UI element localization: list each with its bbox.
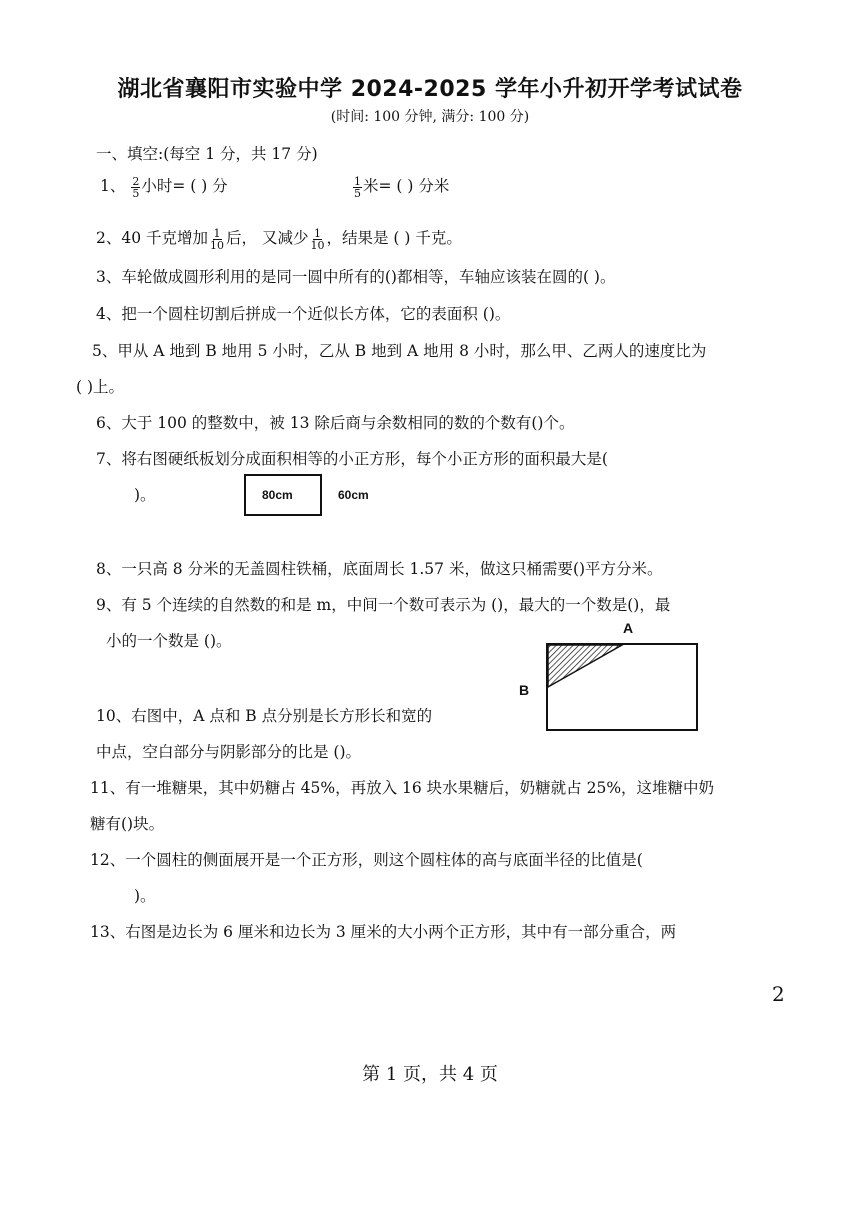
question-11-cont: 糖有()块。 — [90, 815, 165, 833]
fraction: $\frac{2}{5}$ — [132, 174, 140, 200]
fraction: $\frac{1}{10}$ — [210, 226, 225, 252]
question-10-cont: 中点，空白部分与阴影部分的比是 ()。 — [96, 743, 362, 761]
question-4: 4、把一个圆柱切割后拼成一个近似长方体，它的表面积 ()。 — [96, 305, 511, 323]
page-footer: 第 1 页，共 4 页 — [362, 1064, 498, 1085]
question-1 — [100, 174, 228, 199]
question-13: 13、右图是边长为 6 厘米和边长为 3 厘米的大小两个正方形，其中有一部分重合，两 — [90, 923, 677, 941]
question-text: 小时= ( ) 分 — [141, 177, 228, 195]
question-7: 7、将右图硬纸板划分成面积相等的小正方形，每个小正方形的面积最大是( — [96, 450, 608, 468]
question-12-cont: )。 — [134, 887, 156, 905]
section-heading: 一、填空:(每空 1 分，共 17 分) — [96, 145, 318, 163]
question-5: 5、甲从 A 地到 B 地用 5 小时，乙从 B 地到 A 地用 8 小时，那么甲、乙两人的速度比为 — [92, 342, 707, 360]
rect-width-label: 60cm — [338, 488, 369, 502]
question-6: 6、大于 100 的整数中，被 13 除后商与余数相同的数的个数有()个。 — [96, 414, 575, 432]
question-3: 3、车轮做成圆形利用的是同一圆中所有的()都相等，车轴应该装在圆的( )。 — [96, 268, 616, 286]
page-number: 2 — [772, 982, 785, 1006]
question-9: 9、有 5 个连续的自然数的和是 m，中间一个数可表示为 ()，最大的一个数是()，最 — [96, 596, 671, 614]
question-9-cont: 小的一个数是 ()。 — [106, 632, 232, 650]
question-2: 2、40 千克增加 $\frac{1}{10}$ 后， 又减少 $\frac{1}{10}$ ，结果是 ( ) 千克。 — [96, 226, 462, 252]
question-5-cont: ( )上。 — [76, 378, 125, 396]
question-text: 米= ( ) 分米 — [363, 177, 450, 195]
question-10: 10、右图中，A 点和 B 点分别是长方形长和宽的 — [96, 707, 433, 725]
fraction: $\frac{1}{10}$ — [310, 226, 325, 252]
fraction: $\frac{1}{5}$ — [354, 174, 361, 200]
exam-subtitle: (时间: 100 分钟, 满分: 100 分) — [330, 109, 530, 125]
question-number: 1、 — [100, 177, 126, 195]
question-7-cont: )。 — [134, 486, 156, 504]
question-11: 11、有一堆糖果，其中奶糖占 45%，再放入 16 块水果糖后，奶糖就占 25%，这堆糖中奶 — [90, 779, 715, 797]
point-b-label: B — [519, 682, 530, 698]
question-12: 12、一个圆柱的侧面展开是一个正方形，则这个圆柱体的高与底面半径的比值是( — [90, 851, 643, 869]
rect-length-label: 80cm — [262, 488, 293, 502]
question-8: 8、一只高 8 分米的无盖圆柱铁桶，底面周长 1.57 米，做这只桶需要()平方分米。 — [96, 560, 663, 578]
question-1-part-b — [352, 174, 449, 199]
shaded-rectangle-figure — [544, 640, 700, 734]
point-a-label: A — [623, 620, 634, 636]
exam-title: 湖北省襄阳市实验中学 2024-2025 学年小升初开学考试试卷 — [117, 77, 743, 102]
cardboard-rectangle — [244, 474, 322, 516]
